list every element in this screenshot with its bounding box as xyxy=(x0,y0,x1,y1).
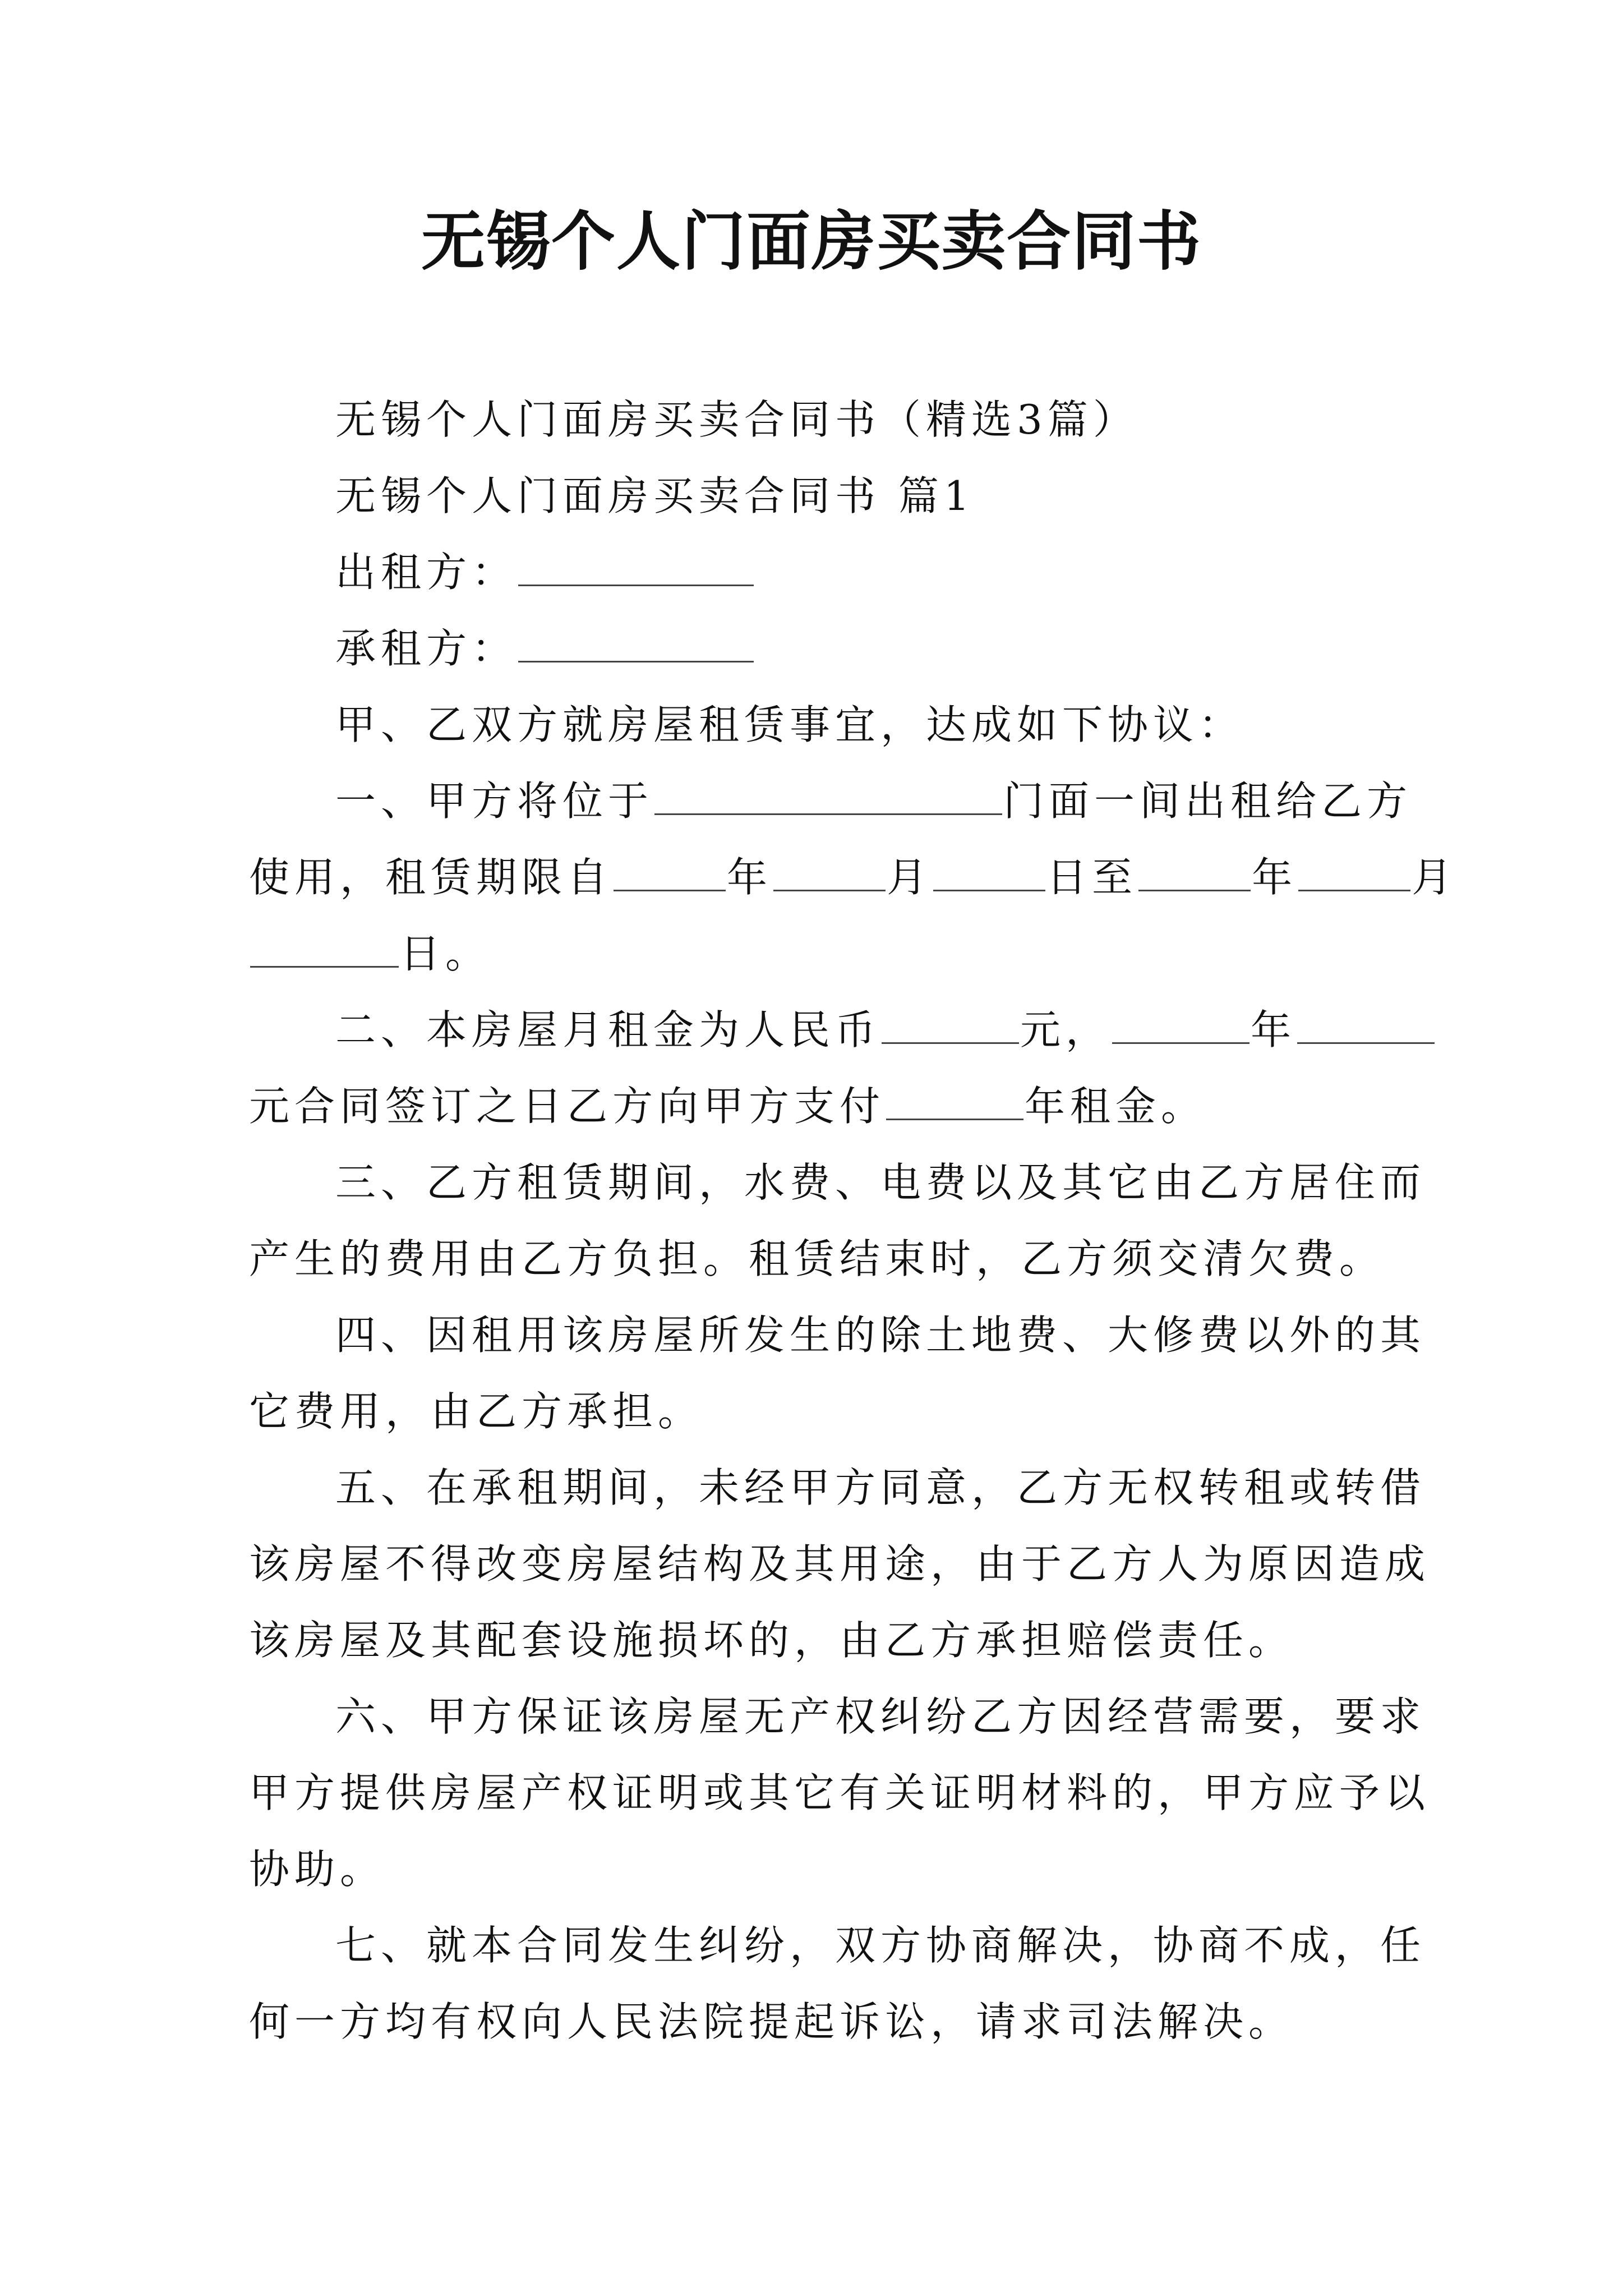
clause5-line1: 五、在承租期间，未经甲方同意，乙方无权转租或转借 xyxy=(335,1464,1426,1511)
subtitle: 无锡个人门面房买卖合同书（精选3篇） xyxy=(335,396,1138,443)
payment-years-blank xyxy=(886,1079,1023,1120)
location-blank xyxy=(654,774,1002,815)
clause6-line3: 协助。 xyxy=(249,1846,386,1893)
clause5-line3: 该房屋及其配套设施损坏的，由乙方承担赔偿责任。 xyxy=(249,1617,1294,1664)
clause1-text: 一、甲方将位于 xyxy=(335,777,654,825)
clause3-line2: 产生的费用由乙方负担。租赁结束时，乙方须交清欠费。 xyxy=(249,1235,1385,1282)
clause1-line1 xyxy=(249,763,1413,839)
month-label: 月 xyxy=(1412,854,1458,901)
document-body xyxy=(249,381,1458,2060)
lessor-blank xyxy=(518,545,754,586)
clause2-line2 xyxy=(249,1068,1389,1144)
lessee-blank xyxy=(518,622,754,662)
day-end-label: 日。 xyxy=(400,930,491,977)
clause1-line3 xyxy=(249,915,1389,992)
document-title: 无锡个人门面房买卖合同书 xyxy=(421,204,1202,279)
clause2-text: 年租金。 xyxy=(1025,1083,1207,1130)
year-label: 年 xyxy=(1252,854,1298,901)
lessor-label: 出租方： xyxy=(335,549,518,596)
lessee-label: 承租方： xyxy=(335,625,518,672)
yuan-label: 元， xyxy=(1020,1006,1112,1053)
lessee-line xyxy=(249,610,1389,687)
day-to-label: 日至 xyxy=(1046,854,1138,901)
start-year-blank xyxy=(614,850,726,891)
clause5-line2: 该房屋不得改变房屋结构及其用途，由于乙方人为原因造成 xyxy=(249,1540,1431,1588)
month-label: 月 xyxy=(887,854,933,901)
clause1-text: 门面一间出租给乙方 xyxy=(1003,777,1413,825)
end-day-blank xyxy=(250,927,399,968)
clause1-text: 使用，租赁期限自 xyxy=(249,854,613,901)
section-heading: 无锡个人门面房买卖合同书 篇1 xyxy=(335,472,975,519)
clause3-line1: 三、乙方租赁期间，水费、电费以及其它由乙方居住而 xyxy=(335,1159,1426,1206)
year-count-blank xyxy=(1112,1003,1249,1044)
clause2-text: 二、本房屋月租金为人民币 xyxy=(335,1006,881,1053)
rent-blank xyxy=(882,1003,1019,1044)
clause1-line2 xyxy=(249,839,1458,915)
start-day-blank xyxy=(933,850,1045,891)
clause4-line1: 四、因租用该房屋所发生的除土地费、大修费以外的其 xyxy=(335,1312,1426,1359)
year-label: 年 xyxy=(1251,1006,1297,1053)
intro-paragraph: 甲、乙双方就房屋租赁事宜，达成如下协议： xyxy=(335,701,1244,748)
clause4-line2: 它费用，由乙方承担。 xyxy=(249,1388,704,1435)
amount-blank xyxy=(1297,1003,1435,1044)
clause6-line1: 六、甲方保证该房屋无产权纠纷乙方因经营需要，要求 xyxy=(335,1693,1426,1740)
year-label: 年 xyxy=(727,854,773,901)
clause2-text: 元合同签订之日乙方向甲方支付 xyxy=(249,1083,886,1130)
end-year-blank xyxy=(1138,850,1251,891)
clause6-line2: 甲方提供房屋产权证明或其它有关证明材料的，甲方应予以 xyxy=(249,1769,1431,1816)
lessor-line xyxy=(249,534,1389,610)
clause2-line1 xyxy=(249,992,1389,1068)
clause7-line2: 何一方均有权向人民法院提起诉讼，请求司法解决。 xyxy=(249,1998,1294,2045)
clause7-line1: 七、就本合同发生纠纷，双方协商解决，协商不成，任 xyxy=(335,1922,1426,1969)
start-month-blank xyxy=(773,850,886,891)
end-month-blank xyxy=(1298,850,1410,891)
